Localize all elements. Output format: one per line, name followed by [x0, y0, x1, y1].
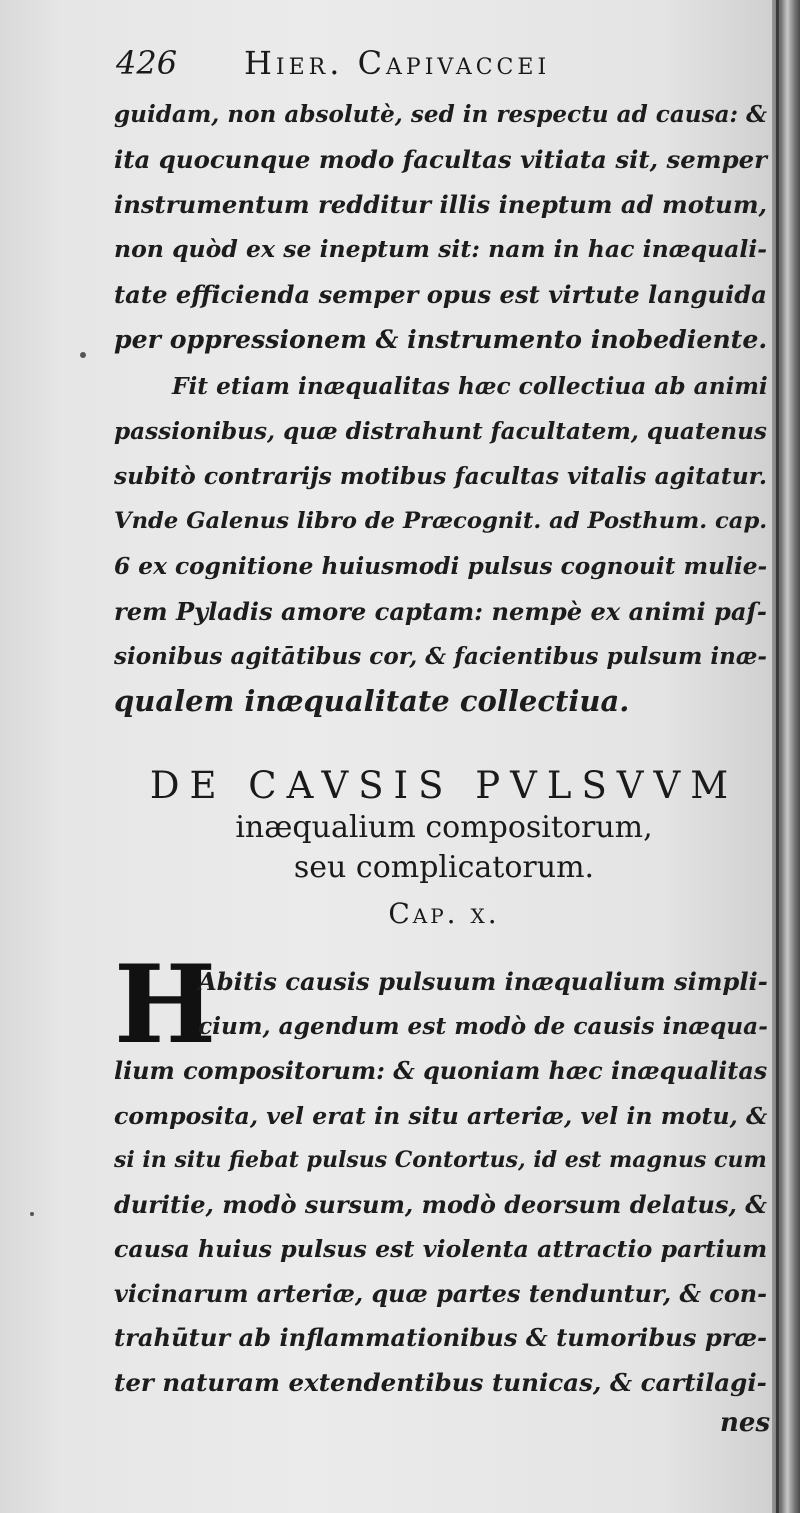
text-line: rem Pyladis amore captam: nempè ex animi paſ-	[114, 597, 767, 626]
chapter-subtitle-1: inæqualium compositorum,	[235, 810, 653, 845]
page-header	[116, 44, 736, 92]
ink-speck	[80, 352, 86, 358]
page-number: 426	[116, 44, 178, 82]
chapter-title: DE CAVSIS PVLSVVM	[149, 764, 739, 807]
text-line: ita quocunque modo facultas vitiata sit, semper	[114, 145, 767, 174]
text-line: lium compositorum: & quoniam hæc inæqualitas	[114, 1057, 768, 1085]
text-line: causa huius pulsus est violenta attractio partium	[114, 1235, 768, 1263]
page-edge-line	[776, 0, 779, 1513]
text-line: subitò contrarijs motibus facultas vitalis agitatur.	[114, 462, 767, 490]
text-line: instrumentum redditur illis ineptum ad motum,	[114, 190, 767, 219]
text-line: duritie, modò sursum, modò deorsum delatus, &	[114, 1189, 767, 1219]
text-line: qualem inæqualitate collectiua.	[114, 684, 630, 718]
text-line: Vnde Galenus libro de Præcognit. ad Posthum. cap.	[114, 508, 768, 534]
chapter-subtitle-2: seu complicatorum.	[293, 850, 595, 885]
text-line: composita, vel erat in situ arteriæ, vel in motu, &	[114, 1101, 768, 1130]
ink-speck	[30, 1212, 34, 1216]
text-line: ter naturam extendentibus tunicas, & cartilagi-	[114, 1367, 767, 1397]
text-line: cium, agendum est modò de causis inæqua-	[198, 1012, 768, 1040]
text-line: vicinarum arteriæ, quæ partes tenduntur, & con-	[114, 1279, 767, 1308]
text-line: non quòd ex se ineptum sit: nam in hac inæquali-	[114, 235, 768, 263]
text-line: sionibus agitātibus cor, & facientibus pulsum inæ-	[114, 643, 767, 670]
text-line: 6 ex cognitione huiusmodi pulsus cognouit mulie-	[114, 553, 768, 580]
paragraph-2	[114, 364, 774, 724]
text-line: Fit etiam inæqualitas hæc collectiua ab animi	[172, 373, 768, 400]
text-line: tate efficienda semper opus est virtute languida	[114, 280, 767, 309]
chapter-number: Cap. x.	[388, 897, 500, 930]
chapter-heading	[114, 764, 774, 936]
text-line: si in situ fiebat pulsus Contortus, id est magnus cum	[114, 1147, 767, 1173]
text-line: guidam, non absolutè, sed in respectu ad causa: &	[114, 101, 767, 128]
drop-cap: H	[114, 942, 217, 1068]
catchword: nes	[720, 1408, 771, 1438]
paragraph-1	[114, 92, 774, 362]
text-line: Abitis causis pulsuum inæqualium simpli-	[198, 967, 768, 996]
text-line: per oppressionem & instrumento inobediente.	[114, 324, 768, 354]
paragraph-3	[114, 960, 774, 1405]
text-line: passionibus, quæ distrahunt facultatem, quatenus	[114, 418, 767, 445]
running-head: Hier. Capivaccei	[244, 44, 551, 82]
text-line: trahūtur ab inflammationibus & tumoribus præ-	[114, 1323, 767, 1352]
